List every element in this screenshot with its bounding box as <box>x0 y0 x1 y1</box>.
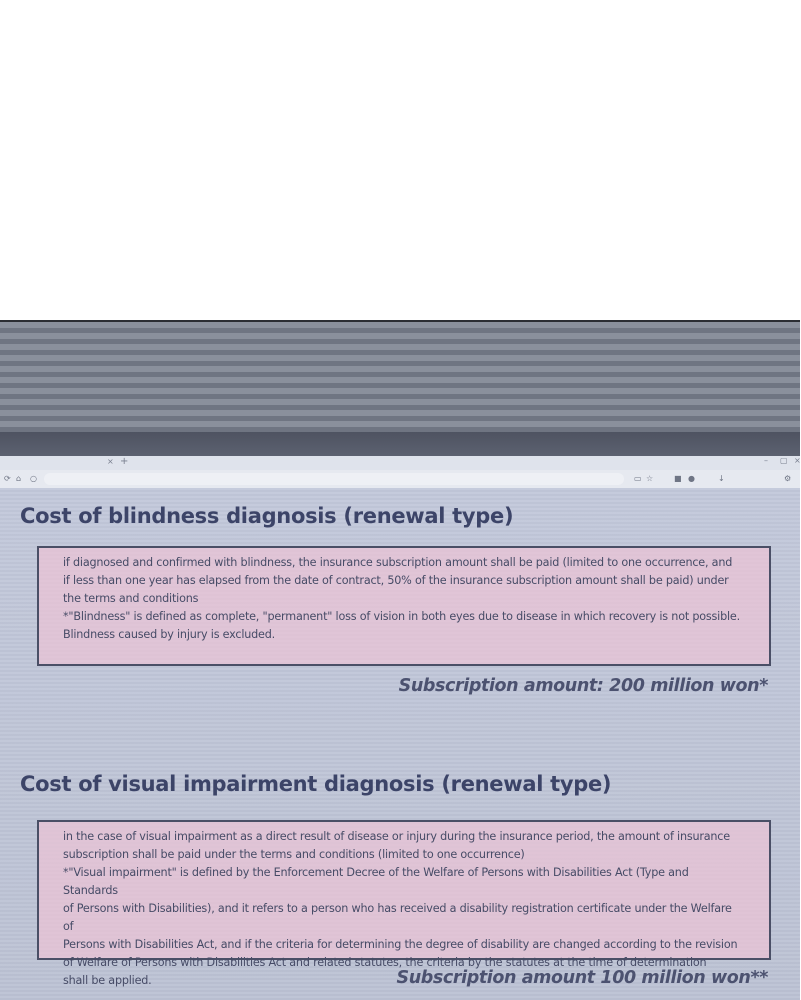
monitor-bezel-edge <box>0 432 800 456</box>
settings-icon[interactable]: ⚙ <box>784 474 792 483</box>
search-icon[interactable]: ○ <box>30 474 37 483</box>
address-bar[interactable] <box>44 473 624 485</box>
star-icon[interactable]: ☆ <box>646 474 654 483</box>
minimize-icon[interactable]: – <box>764 456 768 465</box>
terms-line: Blindness caused by injury is excluded. <box>63 628 275 641</box>
home-icon[interactable]: ⌂ <box>16 474 22 483</box>
visual-impairment-subscription-amount: Subscription amount 100 million won** <box>396 968 768 988</box>
terms-line: Persons with Disabilities Act, and if the criteria for determining the degree of disability are changed according to the revision <box>63 938 738 951</box>
window-close-icon[interactable]: × <box>794 456 801 465</box>
maximize-icon[interactable]: ▢ <box>780 456 788 465</box>
download-icon[interactable]: ↓ <box>718 474 725 483</box>
terms-line: in the case of visual impairment as a direct result of disease or injury during the insurance period, the amount of insurance <box>63 830 730 843</box>
terms-line: subscription shall be paid under the terms and conditions (limited to one occurrence) <box>63 848 525 861</box>
visual-impairment-section-title: Cost of visual impairment diagnosis (renewal type) <box>20 772 612 796</box>
terms-line: of Persons with Disabilities), and it refers to a person who has received a disability registration certificate under the Welfare of <box>63 902 732 933</box>
new-tab-icon[interactable]: + <box>120 456 129 467</box>
tab-bar <box>0 456 800 470</box>
page-content <box>0 488 800 1000</box>
blindness-section-title: Cost of blindness diagnosis (renewal type) <box>20 504 514 528</box>
reload-icon[interactable]: ⟳ <box>4 474 11 483</box>
terms-line: of Welfare of Persons with Disabilities Act and related statutes, the criteria by the statutes at the time of determination <box>63 956 707 969</box>
terms-line: if diagnosed and confirmed with blindness, the insurance subscription amount shall be paid (limited to one occurrence, and <box>63 556 733 569</box>
browser-window <box>0 456 800 1000</box>
extension-icon[interactable]: ■ <box>674 474 682 483</box>
blank-area <box>0 0 800 320</box>
blindness-subscription-amount: Subscription amount: 200 million won* <box>398 676 768 696</box>
browser-toolbar <box>0 470 800 488</box>
account-icon[interactable]: ● <box>688 474 695 483</box>
terms-line: *"Visual impairment" is defined by the Enforcement Decree of the Welfare of Persons with Disabilities Act (Type and Standards <box>63 866 689 897</box>
terms-line: shall be applied. <box>63 974 152 987</box>
terms-line: if less than one year has elapsed from the date of contract, 50% of the insurance subscription amount shall be paid) under <box>63 574 729 587</box>
tab-close-icon[interactable]: × <box>107 457 114 466</box>
bookmark-icon[interactable]: ▭ <box>634 474 642 483</box>
terms-line: *"Blindness" is defined as complete, "permanent" loss of vision in both eyes due to disease in which recovery is not possible. <box>63 610 740 623</box>
terms-line: the terms and conditions <box>63 592 199 605</box>
blindness-terms-box <box>37 546 771 666</box>
